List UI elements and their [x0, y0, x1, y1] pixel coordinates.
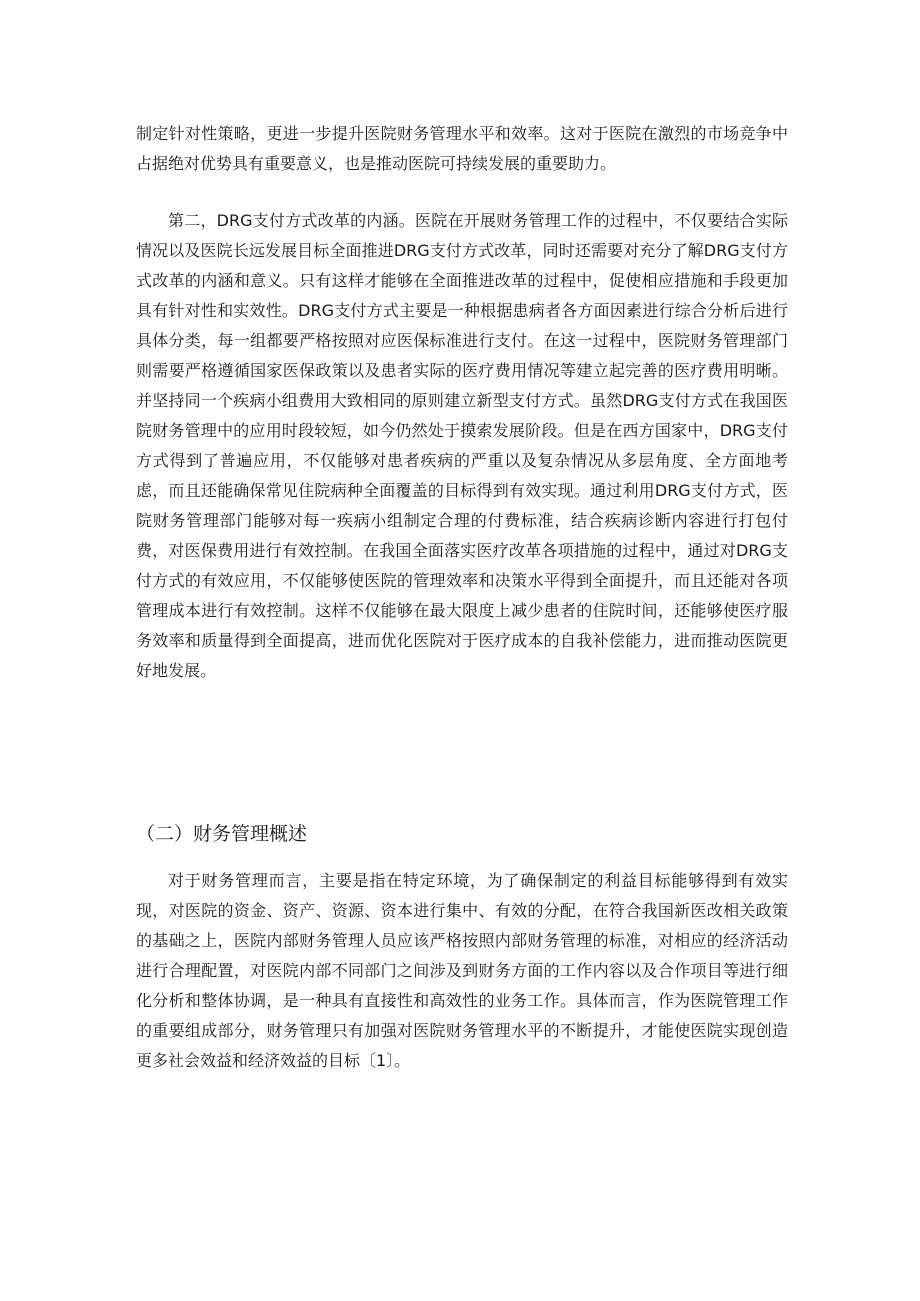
section-heading: （二）财务管理概述: [136, 823, 308, 845]
paragraph-continued: 制定针对性策略，更进一步提升医院财务管理水平和效率。这对于医院在激烈的市场竞争中占据绝对优势具有重要意义，也是推动医院可持续发展的重要助力。: [136, 124, 788, 173]
paragraph-drg-connotation: 第二，DRG支付方式改革的内涵。医院在开展财务管理工作的过程中，不仅要结合实际情况以及医院长远发展目标全面推进DRG支付方式改革，同时还需要对充分了解DRG支付方式改革的内涵和意义。只有这样才能够在全面推进改革的过程中，促使相应措施和手段更加具有针对性和实效性。DRG支付方式主要是一种根据患病者各方面因素进行综合分析后进行具体分类，每一组都要严格按照对应医保标准进行支付。在这一过程中，医院财务管理部门则需要严格遵循国家医保政策以及患者实际的医疗费用情况等建立起完善的医疗费用明晰。并坚持同一个疾病小组费用大致相同的原则建立新型支付方式。虽然DRG支付方式在我国医院财务管理中的应用时段较短，如今仍然处于摸索发展阶段。但是在西方国家中，DRG支付方式得到了普遍应用，不仅能够对患者疾病的严重以及复杂情况从多层角度、全方面地考虑，而且还能确保常见住院病种全面覆盖的目标得到有效实现。通过利用DRG支付方式，医院财务管理部门能够对每一疾病小组制定合理的付费标准，结合疾病诊断内容进行打包付费，对医保费用进行有效控制。在我国全面落实医疗改革各项措施的过程中，通过对DRG支付方式的有效应用，不仅能够使医院的管理效率和决策水平得到全面提升，而且还能对各项管理成本进行有效控制。这样不仅能够在最大限度上减少患者的住院时间，还能够使医疗服务效率和质量得到全面提高，进而优化医院对于医疗成本的自我补偿能力，进而推动医院更好地发展。: [136, 211, 788, 680]
paragraph-financial-management-overview: 对于财务管理而言，主要是指在特定环境，为了确保制定的利益目标能够得到有效实现，对医院的资金、资产、资源、资本进行集中、有效的分配，在符合我国新医改相关政策的基础之上，医院内部财务管理人员应该严格按照内部财务管理的标准，对相应的经济活动进行合理配置，对医院内部不同部门之间涉及到财务方面的工作内容以及合作项目等进行细化分析和整体协调，是一种具有直接性和高效性的业务工作。具体而言，作为医院管理工作的重要组成部分，财务管理只有加强对医院财务管理水平的不断提升，才能使医院实现创造更多社会效益和经济效益的目标〔1〕。: [136, 871, 788, 1070]
